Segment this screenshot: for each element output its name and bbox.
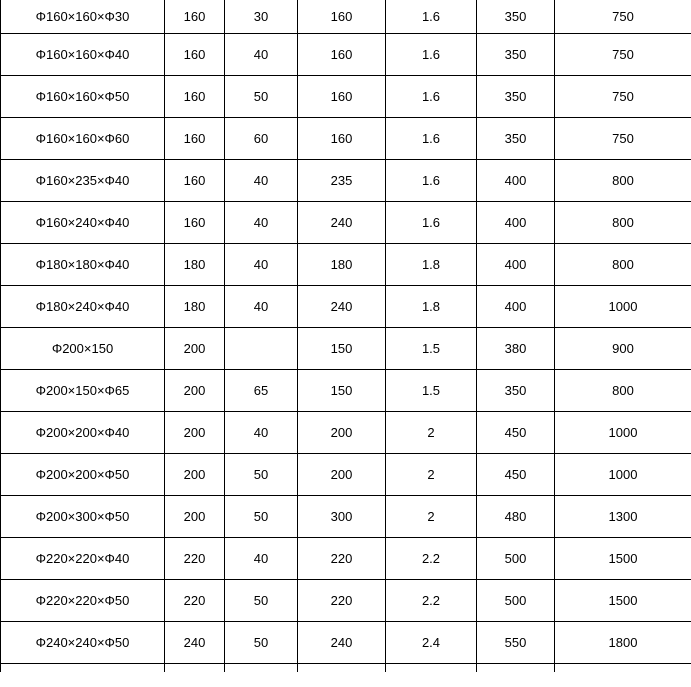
cell-col2: 220	[165, 537, 225, 579]
cell-col2: 200	[165, 453, 225, 495]
cell-col4: 220	[298, 579, 386, 621]
cell-col4: 150	[298, 369, 386, 411]
table-row	[1, 243, 691, 285]
table-row	[1, 495, 691, 537]
cell-col3: 40	[225, 159, 298, 201]
cell-model: Φ180×240×Φ40	[1, 285, 165, 327]
table-row-clipped	[1, 663, 691, 672]
table-row	[1, 453, 691, 495]
cell-model: Φ220×220×Φ40	[1, 537, 165, 579]
cell-col7: 800	[555, 243, 691, 285]
cell-col4: 160	[298, 75, 386, 117]
cell-col3: 60	[225, 117, 298, 159]
cell-model: Φ160×235×Φ40	[1, 159, 165, 201]
cell-col5: 2	[386, 495, 477, 537]
cell-col6: 350	[477, 33, 555, 75]
cell-col3: 40	[225, 411, 298, 453]
cell-col7	[555, 663, 691, 672]
cell-model: Φ200×150×Φ65	[1, 369, 165, 411]
cell-col3: 40	[225, 201, 298, 243]
cell-model: Φ160×160×Φ30	[1, 0, 165, 33]
cell-col2: 200	[165, 327, 225, 369]
cell-col2: 160	[165, 159, 225, 201]
cell-col2: 180	[165, 243, 225, 285]
table-row	[1, 621, 691, 663]
table-row	[1, 159, 691, 201]
cell-col4: 200	[298, 453, 386, 495]
cell-col3: 40	[225, 243, 298, 285]
cell-col3: 65	[225, 369, 298, 411]
cell-col7: 800	[555, 201, 691, 243]
cell-col6: 480	[477, 495, 555, 537]
cell-col5: 2	[386, 411, 477, 453]
cell-model: Φ180×180×Φ40	[1, 243, 165, 285]
cell-model: Φ160×160×Φ50	[1, 75, 165, 117]
cell-col6: 350	[477, 369, 555, 411]
cell-col2: 220	[165, 579, 225, 621]
cell-col7: 900	[555, 327, 691, 369]
cell-col5: 1.5	[386, 327, 477, 369]
cell-col4: 150	[298, 327, 386, 369]
cell-col4: 160	[298, 33, 386, 75]
cell-col6: 550	[477, 621, 555, 663]
cell-col4: 240	[298, 621, 386, 663]
cell-col4: 240	[298, 285, 386, 327]
cell-col3: 40	[225, 537, 298, 579]
cell-col5: 1.6	[386, 159, 477, 201]
cell-col2	[165, 663, 225, 672]
cell-col5: 2	[386, 453, 477, 495]
cell-model: Φ200×200×Φ50	[1, 453, 165, 495]
cell-model: Φ160×240×Φ40	[1, 201, 165, 243]
cell-col2: 160	[165, 201, 225, 243]
cell-col5: 1.6	[386, 33, 477, 75]
cell-model: Φ160×160×Φ60	[1, 117, 165, 159]
cell-col5: 1.6	[386, 0, 477, 33]
cell-col6: 400	[477, 243, 555, 285]
table-row	[1, 117, 691, 159]
cell-col5: 1.8	[386, 243, 477, 285]
cell-model: Φ160×160×Φ40	[1, 33, 165, 75]
table-row	[1, 411, 691, 453]
cell-col6: 350	[477, 75, 555, 117]
cell-col5: 2.2	[386, 579, 477, 621]
cell-col7: 750	[555, 0, 691, 33]
cell-col7: 1500	[555, 579, 691, 621]
cell-col5: 1.8	[386, 285, 477, 327]
table-row	[1, 33, 691, 75]
cell-col5: 2.2	[386, 537, 477, 579]
cell-col6: 380	[477, 327, 555, 369]
cell-col5: 1.6	[386, 75, 477, 117]
cell-col3: 50	[225, 495, 298, 537]
cell-col3: 50	[225, 75, 298, 117]
cell-model: Φ200×150	[1, 327, 165, 369]
cell-col4: 200	[298, 411, 386, 453]
cell-col4: 220	[298, 537, 386, 579]
cell-col6: 450	[477, 411, 555, 453]
cell-col5: 2.4	[386, 621, 477, 663]
table-row	[1, 537, 691, 579]
cell-col2: 200	[165, 369, 225, 411]
cell-col6: 400	[477, 201, 555, 243]
cell-col7: 1800	[555, 621, 691, 663]
table-row	[1, 0, 691, 33]
cell-col5: 1.6	[386, 201, 477, 243]
cell-col5	[386, 663, 477, 672]
cell-col7: 750	[555, 33, 691, 75]
cell-col2: 200	[165, 495, 225, 537]
table-body	[1, 0, 691, 672]
cell-col2: 160	[165, 117, 225, 159]
cell-col2: 160	[165, 75, 225, 117]
cell-col2: 180	[165, 285, 225, 327]
cell-col2: 160	[165, 33, 225, 75]
cell-col7: 800	[555, 159, 691, 201]
cell-col4: 300	[298, 495, 386, 537]
cell-col3: 50	[225, 453, 298, 495]
cell-model	[1, 663, 165, 672]
table-row	[1, 369, 691, 411]
cell-col4: 180	[298, 243, 386, 285]
cell-model: Φ200×300×Φ50	[1, 495, 165, 537]
cell-col7: 750	[555, 75, 691, 117]
cell-col2: 160	[165, 0, 225, 33]
cell-col6: 500	[477, 537, 555, 579]
cell-col3	[225, 327, 298, 369]
cell-col6: 400	[477, 159, 555, 201]
cell-col6: 450	[477, 453, 555, 495]
cell-col6: 400	[477, 285, 555, 327]
cell-col7: 800	[555, 369, 691, 411]
table-row	[1, 579, 691, 621]
cell-col7: 1000	[555, 411, 691, 453]
cell-col2: 240	[165, 621, 225, 663]
cell-col6: 350	[477, 117, 555, 159]
table-row	[1, 285, 691, 327]
cell-col2: 200	[165, 411, 225, 453]
cell-model: Φ200×200×Φ40	[1, 411, 165, 453]
table-row	[1, 201, 691, 243]
cell-col6	[477, 663, 555, 672]
cell-col3: 30	[225, 0, 298, 33]
cell-col6: 500	[477, 579, 555, 621]
cell-model: Φ220×220×Φ50	[1, 579, 165, 621]
cell-col3: 50	[225, 579, 298, 621]
cell-col4: 160	[298, 0, 386, 33]
cell-col3: 40	[225, 285, 298, 327]
cell-col4: 240	[298, 201, 386, 243]
cell-col7: 750	[555, 117, 691, 159]
cell-col3: 50	[225, 621, 298, 663]
cell-col4: 160	[298, 117, 386, 159]
cell-col5: 1.6	[386, 117, 477, 159]
cell-col5: 1.5	[386, 369, 477, 411]
table-row	[1, 75, 691, 117]
cell-col7: 1000	[555, 453, 691, 495]
cell-col7: 1300	[555, 495, 691, 537]
table-row	[1, 327, 691, 369]
cell-col4: 235	[298, 159, 386, 201]
cell-model: Φ240×240×Φ50	[1, 621, 165, 663]
cell-col6: 350	[477, 0, 555, 33]
cell-col3	[225, 663, 298, 672]
cell-col3: 40	[225, 33, 298, 75]
cell-col7: 1500	[555, 537, 691, 579]
cell-col4	[298, 663, 386, 672]
cell-col7: 1000	[555, 285, 691, 327]
